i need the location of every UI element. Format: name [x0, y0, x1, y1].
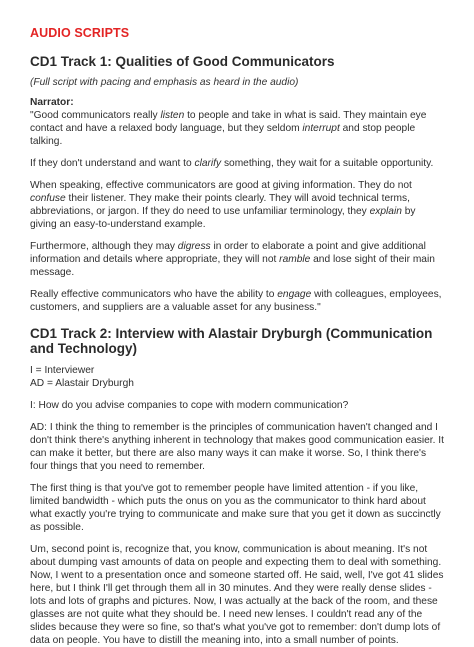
- legend-guest: AD = Alastair Dryburgh: [30, 378, 134, 389]
- answer-paragraph-3: Um, second point is, recognize that, you know, communication is about meaning. It's not about dumping vast amounts of data on people and expecting them to deal with something. Now, I went to a presentation once and someone started off. He said, well, I've got 41 slides here, but I think I'll get through them all in 30 minutes. And they were really dense slides - lots and lots of graphs and pictures. Now, I was actually at the back of the room, and these glasses are not quite what they should be. I need new lenses. I couldn't read any of the slides because they were so fine, so that's what you've got to remember: don't dump lots of data on people. You have to distill the meaning into, into a small number of points.: [30, 544, 444, 646]
- emphasis-explain: explain: [369, 206, 402, 217]
- emphasis-digress: digress: [177, 241, 211, 252]
- interview-question: I: How do you advise companies to cope with modern communication?: [30, 400, 349, 411]
- paragraph-5: Really effective communicators who have the ability to engage with colleagues, employees, customers, and suppliers are a valuable asset for any business.": [30, 289, 442, 313]
- emphasis-ramble: ramble: [279, 254, 311, 265]
- track2-title: CD1 Track 2: Interview with Alastair Dryburgh (Communication and Technology): [30, 326, 433, 356]
- legend-interviewer: I = Interviewer: [30, 365, 95, 376]
- emphasis-listen: listen: [160, 110, 185, 121]
- paragraph-1: "Good communicators really listen to people and take in what is said. They maintain eye contact and have a relaxed body language, but they seldom interrupt and stop people talking.: [30, 110, 427, 147]
- paragraph-4: Furthermore, although they may digress in order to elaborate a point and give additional information and details where appropriate, they will not ramble and lose sight of their main message.: [30, 241, 435, 278]
- script-note: (Full script with pacing and emphasis as heard in the audio): [30, 77, 299, 88]
- emphasis-engage: engage: [277, 289, 312, 300]
- paragraph-2: If they don't understand and want to clarify something, they wait for a suitable opportunity.: [30, 158, 434, 169]
- answer-paragraph-1: AD: I think the thing to remember is the principles of communication haven't changed and I don't think there's anything inherent in technology that makes good communication easier. It can make it better, but there are also many ways it can make it worse. So, I think there's four things that you need to remember.: [30, 422, 444, 472]
- speaker-label: Narrator:: [30, 97, 74, 108]
- track1-title: CD1 Track 1: Qualities of Good Communicators: [30, 54, 335, 69]
- emphasis-confuse: confuse: [30, 193, 66, 204]
- answer-paragraph-2: The first thing is that you've got to remember people have limited attention - if you like, limited bandwidth - which puts the onus on you as the communicator to think hard about what exactly you're trying to communicate and make sure that you get it down as succinctly as possible.: [30, 483, 441, 533]
- emphasis-clarify: clarify: [194, 158, 222, 169]
- emphasis-interrupt: interrupt: [302, 123, 340, 134]
- paragraph-3: When speaking, effective communicators are good at giving information. They do not confuse their listener. They make their points clearly. They will avoid technical terms, abbreviations, or jargon. If they do need to use unfamiliar terminology, they explain by giving an easy-to-understand example.: [30, 180, 416, 230]
- section-header: AUDIO SCRIPTS: [30, 26, 130, 40]
